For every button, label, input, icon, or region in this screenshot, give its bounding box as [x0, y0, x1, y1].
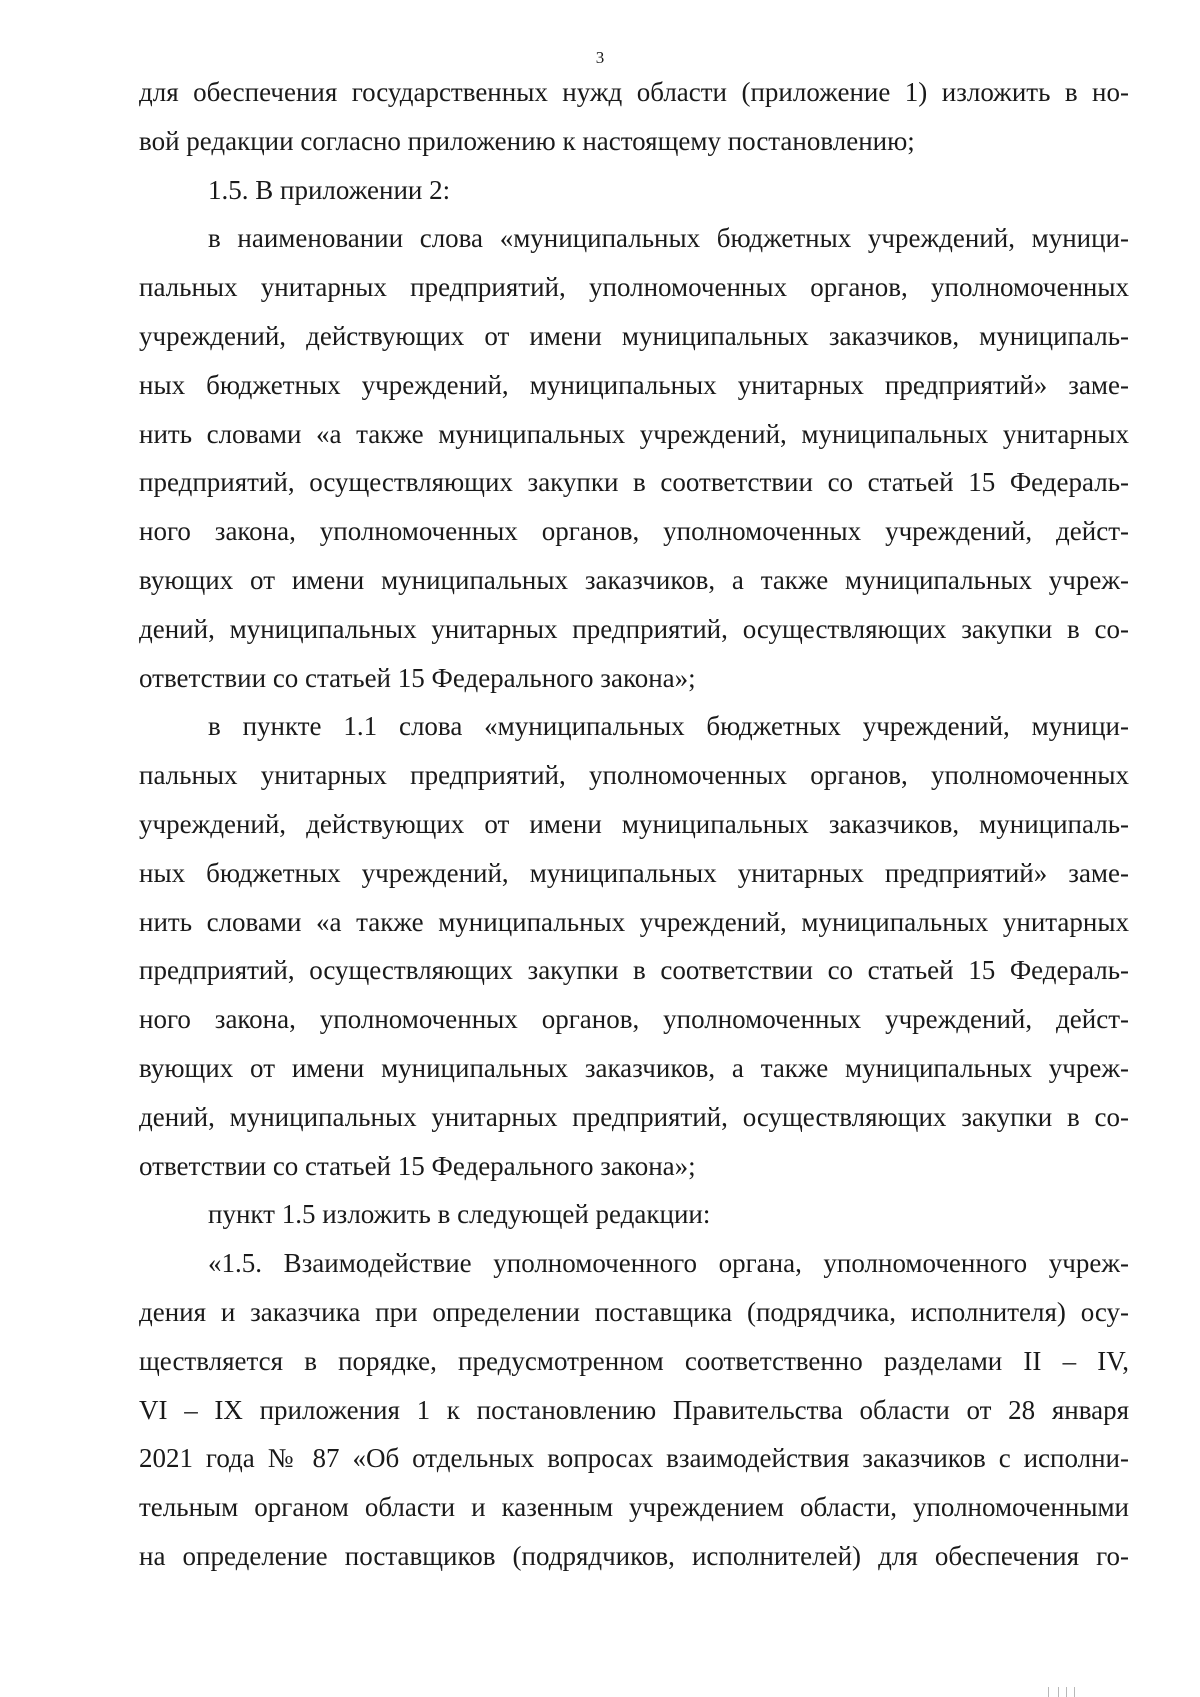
text-line: нить словами «а также муниципальных учреждений, муниципальных унитарных [139, 906, 1129, 937]
text-line: пункт 1.5 изложить в следующей редакции: [208, 1199, 711, 1230]
text-line: учреждений, действующих от имени муниципальных заказчиков, муниципаль- [139, 808, 1129, 839]
text-line: VI – IX приложения 1 к постановлению Правительства области от 28 января [139, 1394, 1129, 1425]
text-line: учреждений, действующих от имени муниципальных заказчиков, муниципаль- [139, 320, 1129, 351]
text-line: ных бюджетных учреждений, муниципальных унитарных предприятий» заме- [139, 857, 1129, 888]
text-line: в пункте 1.1 слова «муниципальных бюджетных учреждений, муници- [208, 711, 1129, 742]
text-line: дений, муниципальных унитарных предприятий, осуществляющих закупки в со- [139, 1101, 1129, 1132]
text-line: на определение поставщиков (подрядчиков, исполнителей) для обеспечения го- [139, 1540, 1129, 1571]
text-line: дений, муниципальных унитарных предприятий, осуществляющих закупки в со- [139, 613, 1129, 644]
text-line: вующих от имени муниципальных заказчиков, а также муниципальных учреж- [139, 1052, 1129, 1083]
text-line: нить словами «а также муниципальных учреждений, муниципальных унитарных [139, 418, 1129, 449]
text-line: ществляется в порядке, предусмотренном соответственно разделами II – IV, [139, 1345, 1129, 1376]
text-line: тельным органом области и казенным учреждением области, уполномоченными [139, 1492, 1129, 1523]
text-line: предприятий, осуществляющих закупки в соответствии со статьей 15 Федераль- [139, 467, 1129, 498]
text-line: пальных унитарных предприятий, уполномоченных органов, уполномоченных [139, 760, 1129, 791]
text-line: пальных унитарных предприятий, уполномоченных органов, уполномоченных [139, 272, 1129, 303]
text-line: 1.5. В приложении 2: [208, 174, 451, 205]
page-number: 3 [595, 48, 605, 67]
text-line: дения и заказчика при определении поставщика (подрядчика, исполнителя) осу- [139, 1296, 1129, 1327]
text-line: вующих от имени муниципальных заказчиков, а также муниципальных учреж- [139, 564, 1129, 595]
text-line: ответствии со статьей 15 Федерального закона»; [139, 1150, 696, 1181]
document-body [139, 68, 1129, 1581]
text-line: ного закона, уполномоченных органов, уполномоченных учреждений, дейст- [139, 516, 1129, 547]
text-line: ных бюджетных учреждений, муниципальных унитарных предприятий» заме- [139, 369, 1129, 400]
text-line: 2021 года № 87 «Об отдельных вопросах взаимодействия заказчиков с исполни- [139, 1443, 1129, 1474]
text-line: ответствии со статьей 15 Федерального закона»; [139, 662, 696, 693]
text-line: для обеспечения государственных нужд области (приложение 1) изложить в но- [139, 77, 1129, 107]
text-line: в наименовании слова «муниципальных бюджетных учреждений, муници- [208, 223, 1129, 254]
text-line: предприятий, осуществляющих закупки в соответствии со статьей 15 Федераль- [139, 955, 1129, 986]
text-line: ного закона, уполномоченных органов, уполномоченных учреждений, дейст- [139, 1004, 1129, 1035]
text-line: вой редакции согласно приложению к настоящему постановлению; [139, 125, 915, 156]
text-line: «1.5. Взаимодействие уполномоченного органа, уполномоченного учреж- [208, 1248, 1129, 1279]
scan-artifact [1044, 1687, 1090, 1697]
